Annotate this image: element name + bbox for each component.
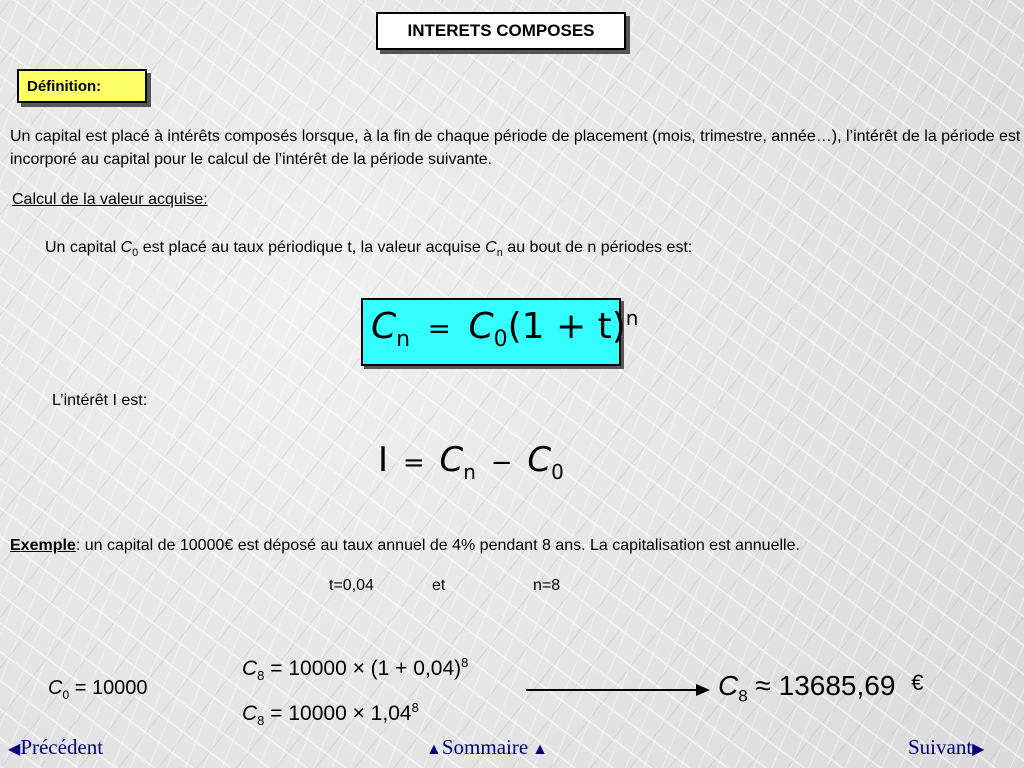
formula2-s1: n [463, 459, 476, 484]
intro-text-b: est placé au taux périodique t, la valeur acquise [138, 239, 486, 256]
periods-value: n=8 [533, 577, 561, 594]
result [718, 670, 923, 707]
page-title: INTERETS COMPOSES [376, 12, 626, 50]
l1-exp: 8 [461, 655, 469, 670]
formula1-lhs: C [371, 306, 397, 347]
res-symbol: C [718, 670, 739, 701]
triangle-up-icon: ▲ [532, 741, 549, 758]
formula2-i: I [378, 440, 389, 480]
interest-formula [378, 440, 564, 484]
example-label: Exemple [10, 537, 76, 554]
intro-cn: C [485, 239, 497, 256]
triangle-up-icon: ▲ [426, 741, 442, 758]
example-text [10, 537, 800, 555]
formula1-rhs: C [468, 306, 494, 347]
l1-symbol: C [242, 657, 258, 680]
rate-value: t=0,04 [329, 577, 374, 594]
home-button[interactable] [426, 735, 548, 760]
l2-expr: = 10000 × 1,04 [270, 702, 412, 725]
definition-text: Un capital est placé à intérêts composés lorsque, à la fin de chaque période de placement (mois, trimestre, année…), l’intérêt de la période est incorporé au capital pour le calcul de l’intérêt de la période suivante. [10, 128, 1021, 168]
acquired-value-formula [361, 298, 639, 366]
prev-button[interactable] [8, 735, 103, 760]
triangle-right-icon: ▶ [972, 741, 985, 758]
res-unit: € [911, 670, 924, 695]
intro-c0-sub: 0 [132, 247, 139, 260]
l2-sub: 8 [257, 713, 265, 729]
formula1-paren: (1 + t) [507, 306, 626, 347]
c0-value: = 10000 [74, 677, 148, 699]
formula2-c2: C [527, 440, 552, 480]
prev-label: Précédent [20, 735, 104, 759]
example-body: : un capital de 10000€ est déposé au taux annuel de 4% pendant 8 ans. La capitalisation est annuelle. [75, 537, 800, 554]
next-button[interactable] [908, 735, 984, 760]
triangle-left-icon: ◀ [8, 741, 21, 758]
next-label: Suivant [908, 735, 973, 759]
c0-sub: 0 [62, 688, 70, 702]
formula2-c1: C [439, 440, 464, 480]
definition-label: Définition: [17, 69, 147, 103]
formula1-rhs-sub: 0 [493, 327, 508, 353]
l2-symbol: C [242, 702, 258, 725]
formula1-eq: = [427, 312, 452, 345]
and-word: et [432, 577, 446, 594]
calc-line-1 [242, 655, 468, 683]
result-arrow [526, 682, 712, 698]
res-value: ≈ 13685,69 [755, 670, 896, 701]
formula1-exp: n [625, 306, 639, 330]
intro-text-d: au bout de n périodes est: [502, 239, 693, 256]
formula1-lhs-sub: n [396, 327, 411, 353]
formula2-minus: − [490, 448, 513, 478]
res-sub: 8 [738, 686, 748, 706]
section-subtitle: Calcul de la valeur acquise: [12, 191, 208, 208]
intro-c0: C [120, 239, 133, 256]
intro-text-a: Un capital [45, 239, 121, 256]
intro-cn-sub: n [496, 247, 503, 260]
calc-line-2 [242, 700, 419, 728]
formula-intro [45, 239, 692, 259]
l1-expr: = 10000 × (1 + 0,04) [270, 657, 462, 680]
formula2-eq: = [402, 448, 425, 478]
l2-exp: 8 [411, 700, 419, 715]
initial-capital [48, 677, 148, 702]
c0-symbol: C [48, 677, 63, 699]
formula2-s2: 0 [551, 459, 564, 484]
interest-label: L’intérêt I est: [52, 392, 148, 409]
home-label: Sommaire [441, 735, 529, 759]
l1-sub: 8 [257, 668, 265, 684]
